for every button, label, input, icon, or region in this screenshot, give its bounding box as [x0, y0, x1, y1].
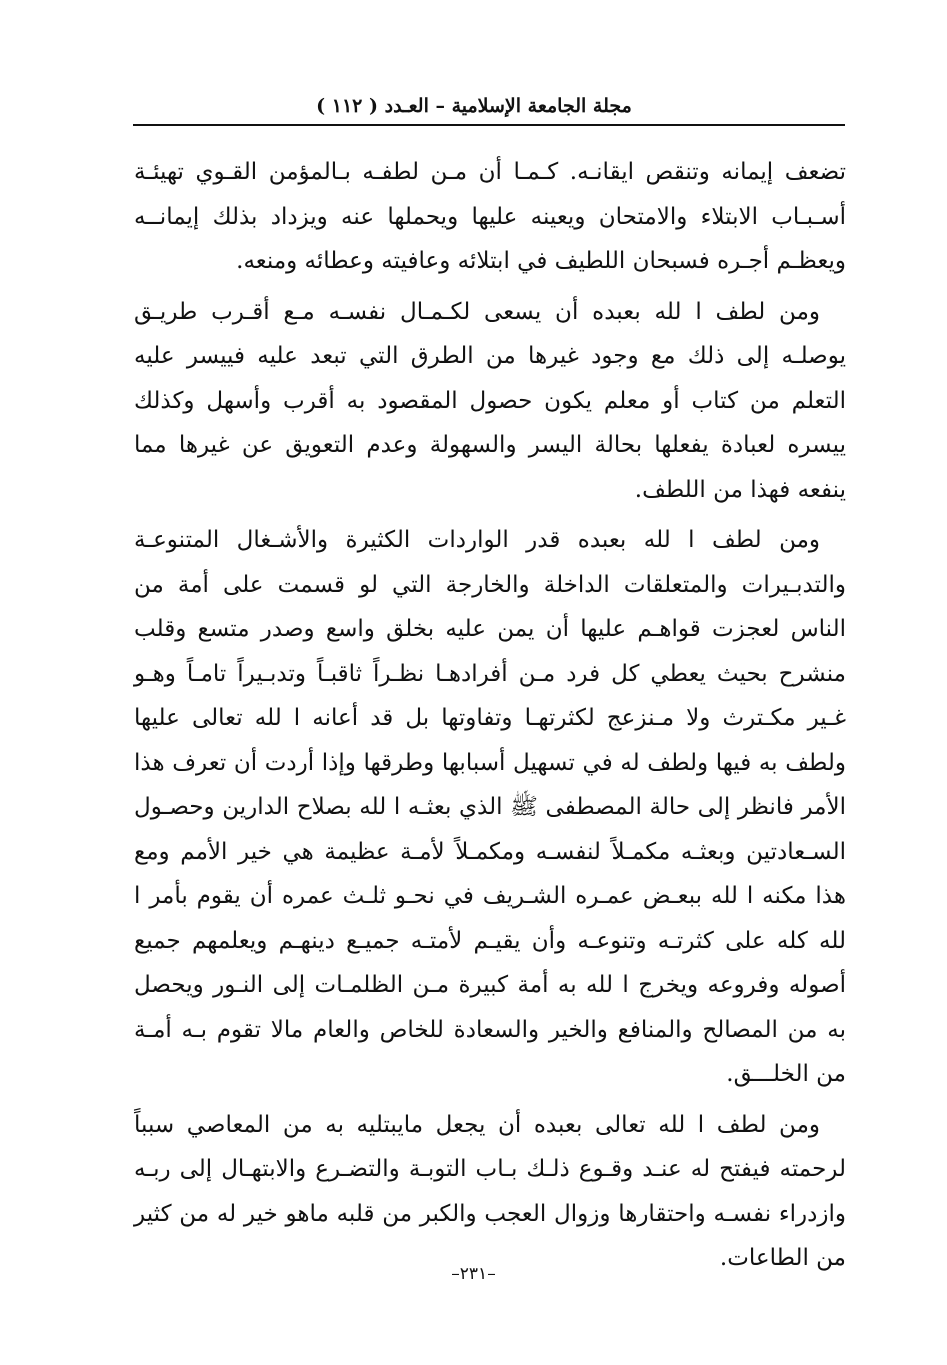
header-divider: [133, 124, 845, 126]
paragraph-4: ومن لطف ا لله تعالى بعبده أن يجعل مايبتليه به من المعاصي سبباً لرحمته فيفتح له عنـد وقـوع ذلـك بـاب التوبـة والتضـرع والابتهـال إلى ربـه وازدراء نفسـه واحتقارها وزوال العجب والكبر من قلبه ماهو خير له من كثير من الطاعات.: [134, 1111, 846, 1271]
paragraph-3: ومن لطف ا لله بعبده قدر الواردات الكثيرة والأشـغال المتنوعـة والتدبـيرات والمتعلقات الداخلة والخارجة التي لو قسمت على أمة من الناس لعجزت قواهـم عليها أن يمن عليه بخلق واسع وصدر متسع وقلب منشرح بحيث يعطي كل فرد مـن أفرادهـا نظـراً ثاقبـاً وتدبـيراً تامـاً وهـو غـير مكـترث ولا مـنزعج لكثرتهـا وتفاوتها بل قد أعانه ا لله تعالى عليها ولطف به فيها ولطف له في تسهيل أسبابها وطرقها وإذا أردت أن تعرف هذا الأمر فانظر إلى حالة المصطفى ﷺ الذي بعثـه ا لله بصلاح الدارين وحصـول السـعادتين وبعثـه مكمـلاً لنفسـه ومكمـلاً لأمـة عظيمة هي خير الأمم ومع هذا مكنه ا لله ببعـض عمـره الشـريف في نحـو ثلـث عمره أن يقوم بأمر ا لله كله على كثرتـه وتنوعـه وأن يقيـم لأمتـه جميـع دينهـم ويعلمهم جميع أصوله وفروعه ويخرج ا لله به أمة كبيرة مـن الظلمـات إلى النـور ويحصل به من المصالح والمنافع والخير والسعادة للخاص والعام مالا تقوم بـه أمـة من الخلـــق.: [134, 527, 846, 1087]
running-header: مجلة الجامعة الإسلامية – العـدد ( ١١٢ ): [316, 95, 632, 117]
paragraph-2: ومن لطف ا لله بعبده أن يسعى لكـمـال نفسـه مـع أقـرب طريـق يوصلـه إلى ذلك مع وجود غيرها من الطرق التي تبعد عليه فييسر عليه التعلم من كتاب أو معلم يكون حصول المقصود به أقرب وأسهل وكذلك ييسره لعبادة يفعلها بحالة اليسر والسهولة وعدم التعويق عن غيرها مما ينفعه فهذا من اللطف.: [134, 298, 846, 503]
page-number: –٢٣١–: [451, 1264, 496, 1284]
paragraph-1: تضعف إيمانه وتنقص ايقانـه. كـمـا أن مـن لطفـه بـالمؤمن القـوي تهيئـة أسـبـاب الابتلاء والامتحان ويعينه عليها ويحملها عنه ويزداد بذلك إيمانــه ويعظـم أجـره فسبحان اللطيف في ابتلائه وعافيته وعطائه ومنعه.: [134, 159, 846, 274]
body-text: [134, 150, 846, 1287]
